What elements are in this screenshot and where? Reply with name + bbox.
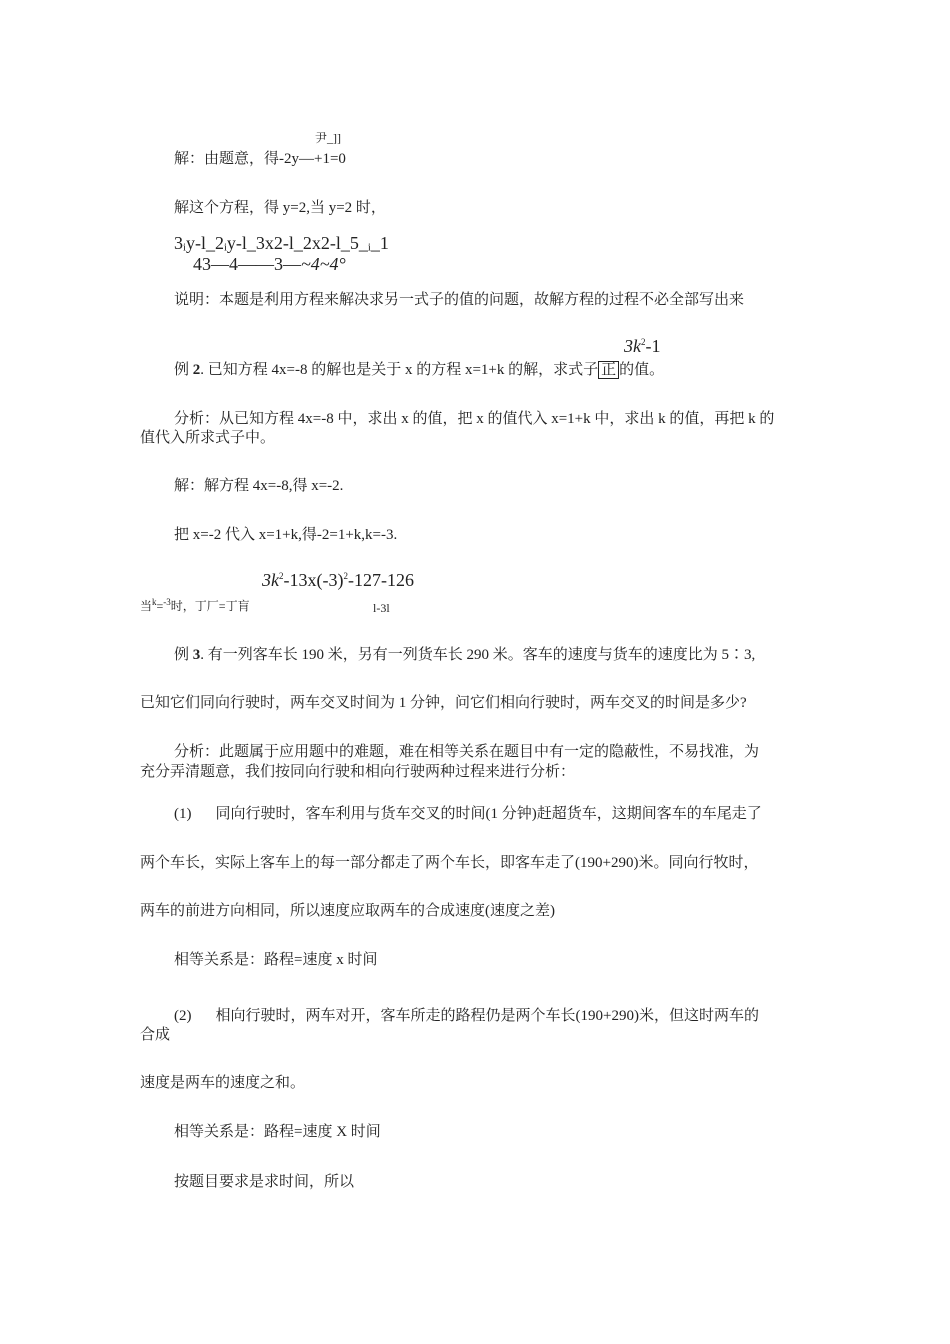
formula-denominator (193, 254, 346, 274)
case1-relation: 相等关系是：路程=速度 x 时间 (174, 952, 378, 968)
case2-line-3: 速度是两车的速度之和。 (140, 1075, 306, 1091)
case2-text: 相向行驶时，两车对开，客车所走的路程仍是两个车长(190+290)米，但这时两车的 (215, 1008, 759, 1024)
example2-exp: 2 (641, 337, 646, 347)
solution2-formula-mid: -13x(-3) (283, 570, 344, 590)
case1-line-2: 两个车长，实际上客车上的每一部分都走了两个车长，即客车走了(190+290)米。同向行牧时， (140, 855, 759, 871)
solution2-formula-var: 3k (262, 570, 279, 590)
example2-prefix: 例 (174, 362, 193, 378)
example2-suffix: 的值。 (619, 362, 665, 378)
sub-when: 当 (140, 599, 153, 613)
solution2-formula (262, 570, 414, 590)
solution2-line-1: 解：解方程 4x=-8,得 x=-2. (174, 478, 344, 494)
fraction-fragment: 尹_]] (315, 131, 341, 145)
formula-numerator: 3ᵢy-l_2ᵢy-l_3x2-l_2x2-l_5_ᵢ_1 (174, 233, 389, 253)
solution2-abs-denominator: l-3l (373, 601, 390, 615)
final-line: 按题目要求是求时间，所以 (174, 1174, 355, 1190)
analysis3-line-1: 分析：此题属于应用题中的难题，难在相等关系在题目中有一定的隐蔽性，不易找准，为 (174, 744, 760, 760)
example2-var: 3k (624, 336, 641, 356)
formula-denominator-tail: ~4~4° (301, 254, 346, 274)
solution-line-1: 解：由题意，得-2y—+1=0 (174, 151, 346, 167)
example2-fraction-denominator: 正 (598, 361, 619, 379)
example3-body: . 有一列客车长 190 米，另有一列货车长 290 米。客车的速度与货车的速度比为 5∶3, (200, 647, 756, 663)
analysis2-line-2: 值代入所求式子中。 (140, 430, 276, 446)
solution2-line-2: 把 x=-2 代入 x=1+k,得-2=1+k,k=-3. (174, 527, 398, 543)
example2-number: 2 (192, 362, 201, 378)
case2-number: (2) (174, 1008, 192, 1024)
case1-line-3: 两车的前进方向相同，所以速度应取两车的合成速度(速度之差) (140, 903, 555, 919)
solution2-substitution (140, 596, 250, 616)
example2-fraction-numerator (624, 336, 661, 356)
example3-number: 3 (192, 647, 201, 663)
example3-question: 已知它们同向行驶时，两车交叉时间为 1 分钟，问它们相向行驶时，两车交叉的时间是多少? (140, 695, 747, 711)
example2-body: . 已知方程 4x=-8 的解也是关于 x 的方程 x=1+k 的解，求式子 (200, 362, 599, 378)
example3-prefix: 例 (174, 647, 193, 663)
analysis2-line-1: 分析：从已知方程 4x=-8 中，求出 x 的值，把 x 的值代入 x=1+k 中，求出 k 的值，再把 k 的 (174, 411, 775, 427)
case2-line-2: 合成 (140, 1027, 171, 1043)
solution2-formula-exp1: 2 (279, 571, 284, 581)
sub-eq: = (156, 599, 164, 613)
case1-text: 同向行驶时，客车利用与货车交叉的时间(1 分钟)赶超货车，这期间客车的车尾走了 (215, 806, 762, 822)
sub-value: -3 (163, 597, 171, 607)
example3-statement (174, 645, 755, 665)
solution2-formula-tail: -127-126 (347, 570, 414, 590)
case1-number: (1) (174, 806, 192, 822)
case2-relation: 相等关系是：路程=速度 X 时间 (174, 1124, 381, 1140)
case1-line-1 (174, 804, 762, 824)
example2-statement (174, 360, 664, 380)
solution-line-2: 解这个方程，得 y=2,当 y=2 时， (174, 200, 386, 216)
sub-rest: 时，丁厂=丁肓 (170, 599, 250, 613)
example2-tail: -1 (645, 336, 661, 356)
analysis3-line-2: 充分弄清题意，我们按同向行驶和相向行驶两种过程来进行分析： (140, 764, 576, 780)
formula-denominator-main: 43—4——3— (193, 254, 301, 274)
note-paragraph: 说明：本题是利用方程来解决求另一式子的值的问题，故解方程的过程不必全部写出来 (174, 292, 745, 308)
sub-k: k (152, 597, 157, 607)
solution2-formula-exp2: 2 (343, 571, 348, 581)
case2-line-1 (174, 1006, 759, 1026)
